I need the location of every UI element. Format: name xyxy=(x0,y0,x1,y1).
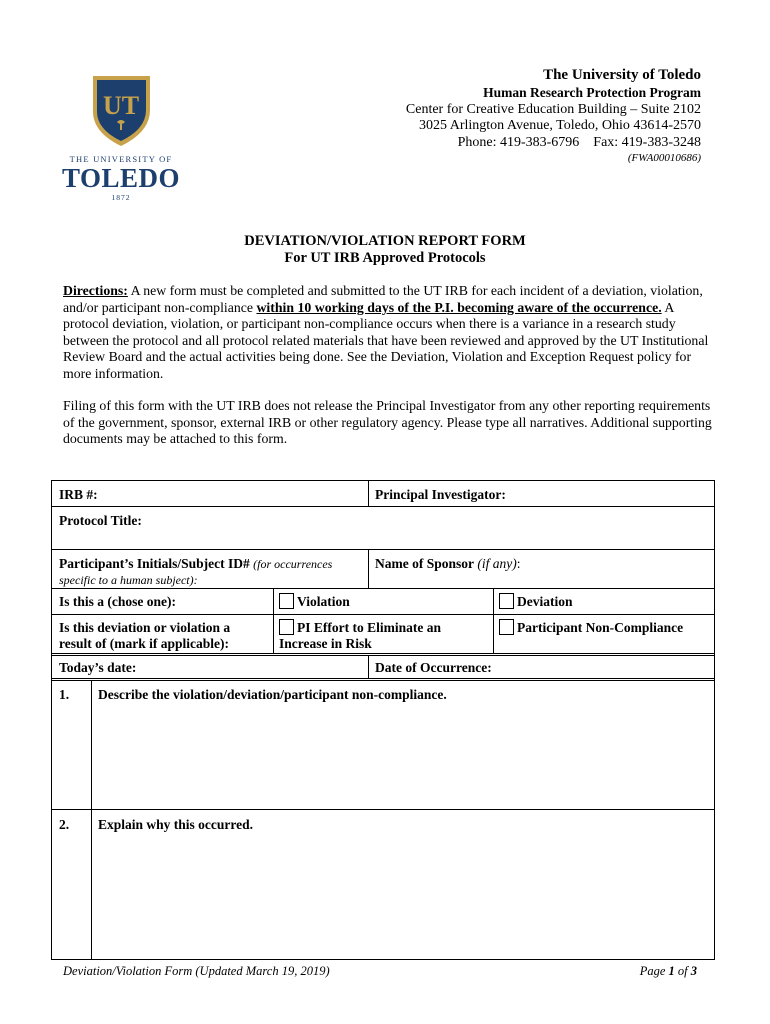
footer-page-number xyxy=(640,964,697,979)
directions-paragraph xyxy=(63,283,713,383)
university-logo xyxy=(62,72,180,202)
question-1-text: Describe the violation/deviation/participant non-compliance. xyxy=(98,687,447,702)
fwa-number: (FWA00010686) xyxy=(627,152,701,164)
violation-checkbox[interactable] xyxy=(279,593,294,609)
page-current: 1 xyxy=(668,964,675,978)
address-line: 3025 Arlington Avenue, Toledo, Ohio 43614-2570 xyxy=(419,118,701,133)
sponsor-field[interactable] xyxy=(375,556,521,572)
pi-effort-label-line2: Increase in Risk xyxy=(279,636,372,651)
footer-form-version: Deviation/Violation Form (Updated March 19, 2019) xyxy=(63,964,330,978)
question-2-number: 2. xyxy=(59,817,70,832)
university-name: The University of Toledo xyxy=(543,67,701,83)
office-header xyxy=(321,66,701,165)
pi-effort-label-line1: PI Effort to Eliminate an xyxy=(297,620,441,635)
participant-id-note: (for occurrences specific to a human subject): xyxy=(59,557,333,587)
directions-emphasis: within 10 working days of the P.I. becoming aware of the occurrence. xyxy=(256,299,662,315)
shield-text: UT xyxy=(102,91,140,120)
deviation-option[interactable] xyxy=(499,593,573,610)
question-1-answer-area[interactable] xyxy=(92,706,712,806)
form-title-line1: DEVIATION/VIOLATION REPORT FORM xyxy=(244,233,526,249)
form-title-line2: For UT IRB Approved Protocols xyxy=(284,250,486,266)
non-compliance-checkbox[interactable] xyxy=(499,619,514,635)
irb-number-field[interactable]: IRB #: xyxy=(59,487,98,502)
sponsor-colon: : xyxy=(516,556,521,571)
pi-effort-option[interactable] xyxy=(279,619,441,652)
phone: Phone: 419-383-6796 xyxy=(457,134,580,150)
logo-year: 1872 xyxy=(111,193,131,202)
form-title xyxy=(0,233,770,267)
question-2-text: Explain why this occurred. xyxy=(98,817,254,832)
phone-fax-line xyxy=(321,135,701,152)
result-question-line1: Is this deviation or violation a xyxy=(59,620,231,635)
filing-paragraph: Filing of this form with the UT IRB does not release the Principal Investigator from any other reporting requirements of the government, sponsor, external IRB or other regulatory agency. Please type all narratives. Additional supporting documents may be attached to this form. xyxy=(63,398,712,447)
program-name: Human Research Protection Program xyxy=(483,85,701,100)
page-total: 3 xyxy=(690,964,697,978)
fax: Fax: 419-383-3248 xyxy=(593,134,701,150)
todays-date-field[interactable]: Today’s date: xyxy=(59,660,137,675)
violation-label: Violation xyxy=(297,594,350,609)
of-word: of xyxy=(674,964,691,978)
date-of-occurrence-field[interactable]: Date of Occurrence: xyxy=(375,660,492,675)
building-line: Center for Creative Education Building – Suite 2102 xyxy=(405,101,701,117)
question-1-number: 1. xyxy=(59,687,70,702)
page-word: Page xyxy=(639,964,669,978)
violation-option[interactable] xyxy=(279,593,350,610)
type-question: Is this a (chose one): xyxy=(59,594,176,609)
directions-label: Directions: xyxy=(63,283,128,298)
principal-investigator-field[interactable]: Principal Investigator: xyxy=(375,487,506,502)
report-form-table xyxy=(51,480,715,960)
directions-text-1: A new form must be completed and submitted to the UT IRB for each incident of a deviation, violation, and/or participant non-compliance xyxy=(63,283,703,315)
protocol-title-field[interactable]: Protocol Title: xyxy=(59,513,142,528)
result-question xyxy=(59,620,230,652)
sponsor-label: Name of Sponsor xyxy=(375,556,475,571)
deviation-checkbox[interactable] xyxy=(499,593,514,609)
deviation-label: Deviation xyxy=(517,594,573,609)
logo-name: TOLEDO xyxy=(62,163,181,193)
logo-university-line: THE UNIVERSITY OF xyxy=(69,154,173,164)
non-compliance-option[interactable] xyxy=(499,619,683,636)
pi-effort-checkbox[interactable] xyxy=(279,619,294,635)
question-2-answer-area[interactable] xyxy=(92,836,712,956)
result-question-line2: result of (mark if applicable): xyxy=(59,636,229,651)
participant-id-field[interactable] xyxy=(59,556,359,588)
participant-id-label: Participant’s Initials/Subject ID# xyxy=(59,556,250,571)
directions-text-2: A protocol deviation, violation, or participant non-compliance occurs when there is a variance in a research study between the protocol and all protocol related materials that have been reviewed and approved by the UT Institutional Review Board and the actual activities being done. See the Deviation, Violation and Exception Request policy for more information. xyxy=(63,299,709,381)
shield-icon xyxy=(62,72,180,150)
sponsor-note: (if any) xyxy=(477,556,517,571)
non-compliance-label: Participant Non-Compliance xyxy=(517,620,684,635)
